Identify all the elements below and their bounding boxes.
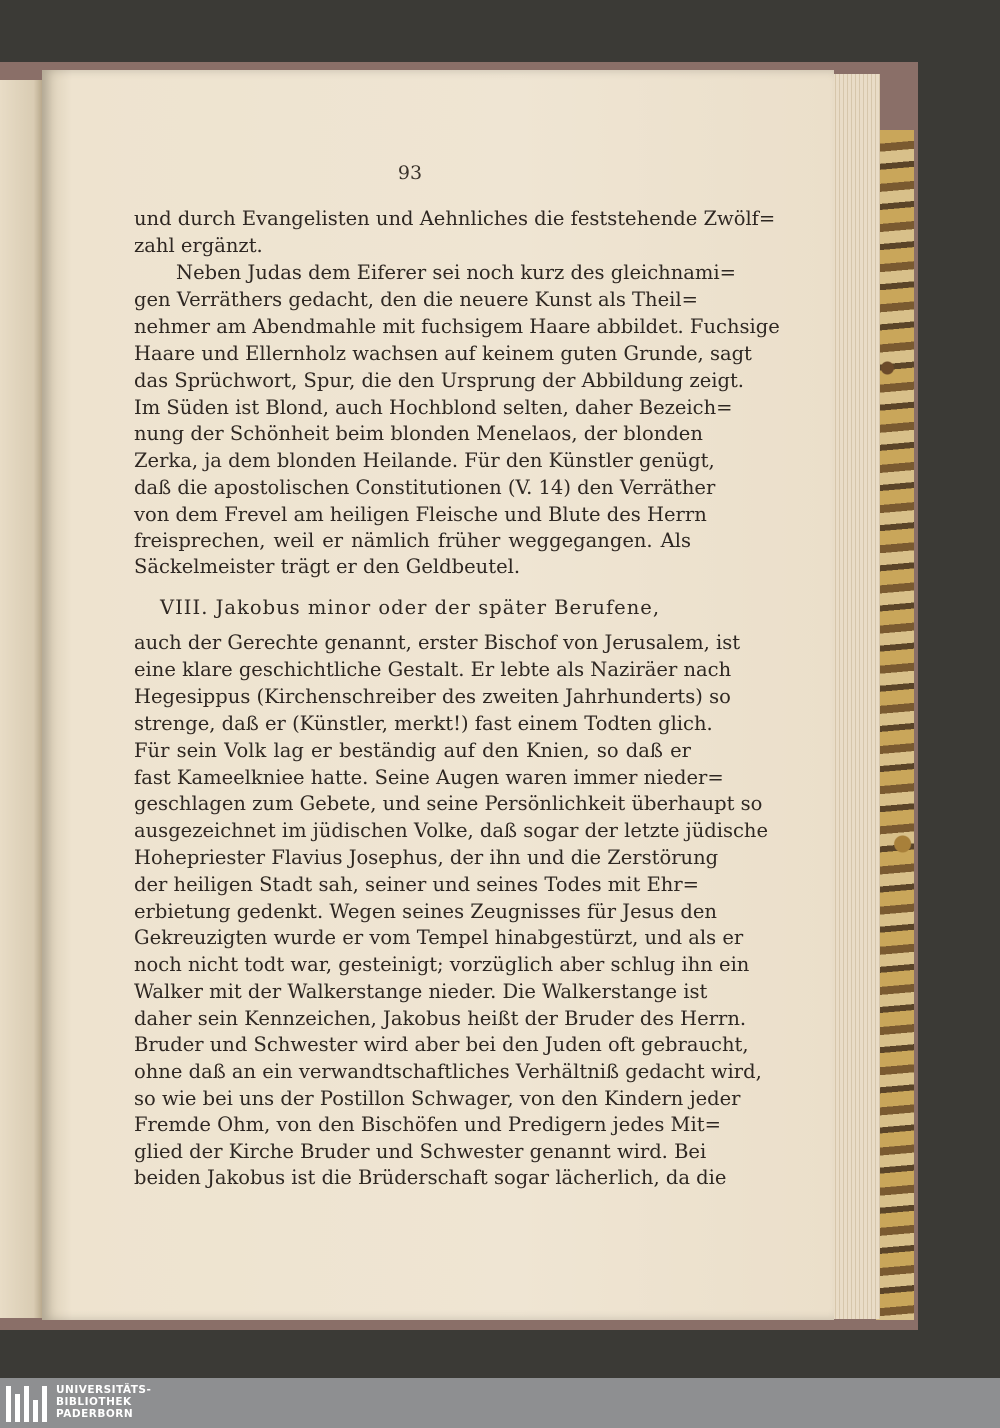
text-line: Säckelmeister trägt er den Geldbeutel.: [134, 555, 521, 578]
library-logo-text: [56, 1384, 151, 1420]
text-line: fast Kameelkniee hatte. Seine Augen waren immer nieder=: [134, 766, 724, 789]
text-line: daß die apostolischen Constitutionen (V. 14) den Verräther: [134, 476, 716, 499]
text-line: Hegesippus (Kirchenschreiber des zweiten Jahrhunderts) so: [134, 685, 731, 708]
logo-line-1: UNIVERSITÄTS-: [56, 1384, 152, 1396]
text-line: von dem Frevel am heiligen Fleische und Blute des Herrn: [134, 503, 707, 526]
text-line: und durch Evangelisten und Aehnliches die feststehende Zwölf=: [134, 207, 776, 230]
text-line: das Sprüchwort, Spur, die den Ursprung der Abbildung zeigt.: [134, 369, 744, 392]
text-line: daher sein Kennzeichen, Jakobus heißt der Bruder des Herrn.: [134, 1007, 747, 1030]
text-line: freisprechen, weil er nämlich früher weggegangen. Als: [134, 529, 691, 552]
text-line: Walker mit der Walkerstange nieder. Die Walkerstange ist: [134, 980, 708, 1003]
library-footer-bar: [0, 1378, 1000, 1428]
text-line: Hohepriester Flavius Josephus, der ihn und die Zerstörung: [134, 846, 719, 869]
text-line: glied der Kirche Bruder und Schwester genannt wird. Bei: [134, 1140, 707, 1163]
left-page-edge: [0, 80, 42, 1318]
text-line: Neben Judas dem Eiferer sei noch kurz des gleichnami=: [176, 261, 736, 284]
text-line: noch nicht todt war, gesteinigt; vorzüglich aber schlug ihn ein: [134, 953, 750, 976]
text-line: Haare und Ellernholz wachsen auf keinem guten Grunde, sagt: [134, 342, 752, 365]
page-number: 93: [397, 162, 423, 184]
marbled-page-edge: [876, 130, 914, 1320]
text-line: beiden Jakobus ist die Brüderschaft sogar lächerlich, da die: [134, 1166, 727, 1189]
text-line: ausgezeichnet im jüdischen Volke, daß sogar der letzte jüdische: [134, 819, 768, 842]
text-line: Fremde Ohm, von den Bischöfen und Predigern jedes Mit=: [134, 1113, 721, 1136]
text-line: erbietung gedenkt. Wegen seines Zeugnisses für Jesus den: [134, 900, 717, 923]
text-line: der heiligen Stadt sah, seiner und seines Todes mit Ehr=: [134, 873, 700, 896]
text-line: so wie bei uns der Postillon Schwager, von den Kindern jeder: [134, 1087, 741, 1110]
text-line: Bruder und Schwester wird aber bei den Juden oft gebraucht,: [134, 1033, 749, 1056]
text-line: Im Süden ist Blond, auch Hochblond selten, daher Bezeich=: [134, 396, 733, 419]
logo-line-3: PADERBORN: [56, 1408, 134, 1420]
library-logo-icon: [6, 1386, 48, 1422]
text-line: Gekreuzigten wurde er vom Tempel hinabgestürzt, und als er: [134, 926, 744, 949]
section-heading: VIII. Jakobus minor oder der später Berufene,: [160, 596, 661, 619]
logo-line-2: BIBLIOTHEK: [56, 1396, 132, 1408]
text-line: Für sein Volk lag er beständig auf den Knien, so daß er: [134, 739, 691, 762]
text-line: Zerka, ja dem blonden Heilande. Für den Künstler genügt,: [134, 449, 715, 472]
text-line: auch der Gerechte genannt, erster Bischof von Jerusalem, ist: [134, 631, 741, 654]
text-line: zahl ergänzt.: [134, 234, 263, 257]
text-line: strenge, daß er (Künstler, merkt!) fast einem Todten glich.: [134, 712, 713, 735]
text-line: geschlagen zum Gebete, und seine Persönlichkeit überhaupt so: [134, 792, 763, 815]
text-line: nung der Schönheit beim blonden Menelaos, der blonden: [134, 422, 703, 445]
text-line: gen Verräthers gedacht, den die neuere Kunst als Theil=: [134, 288, 698, 311]
text-line: eine klare geschichtliche Gestalt. Er lebte als Naziräer nach: [134, 658, 732, 681]
text-line: ohne daß an ein verwandtschaftliches Verhältniß gedacht wird,: [134, 1060, 762, 1083]
text-line: nehmer am Abendmahle mit fuchsigem Haare abbildet. Fuchsige: [134, 315, 780, 338]
